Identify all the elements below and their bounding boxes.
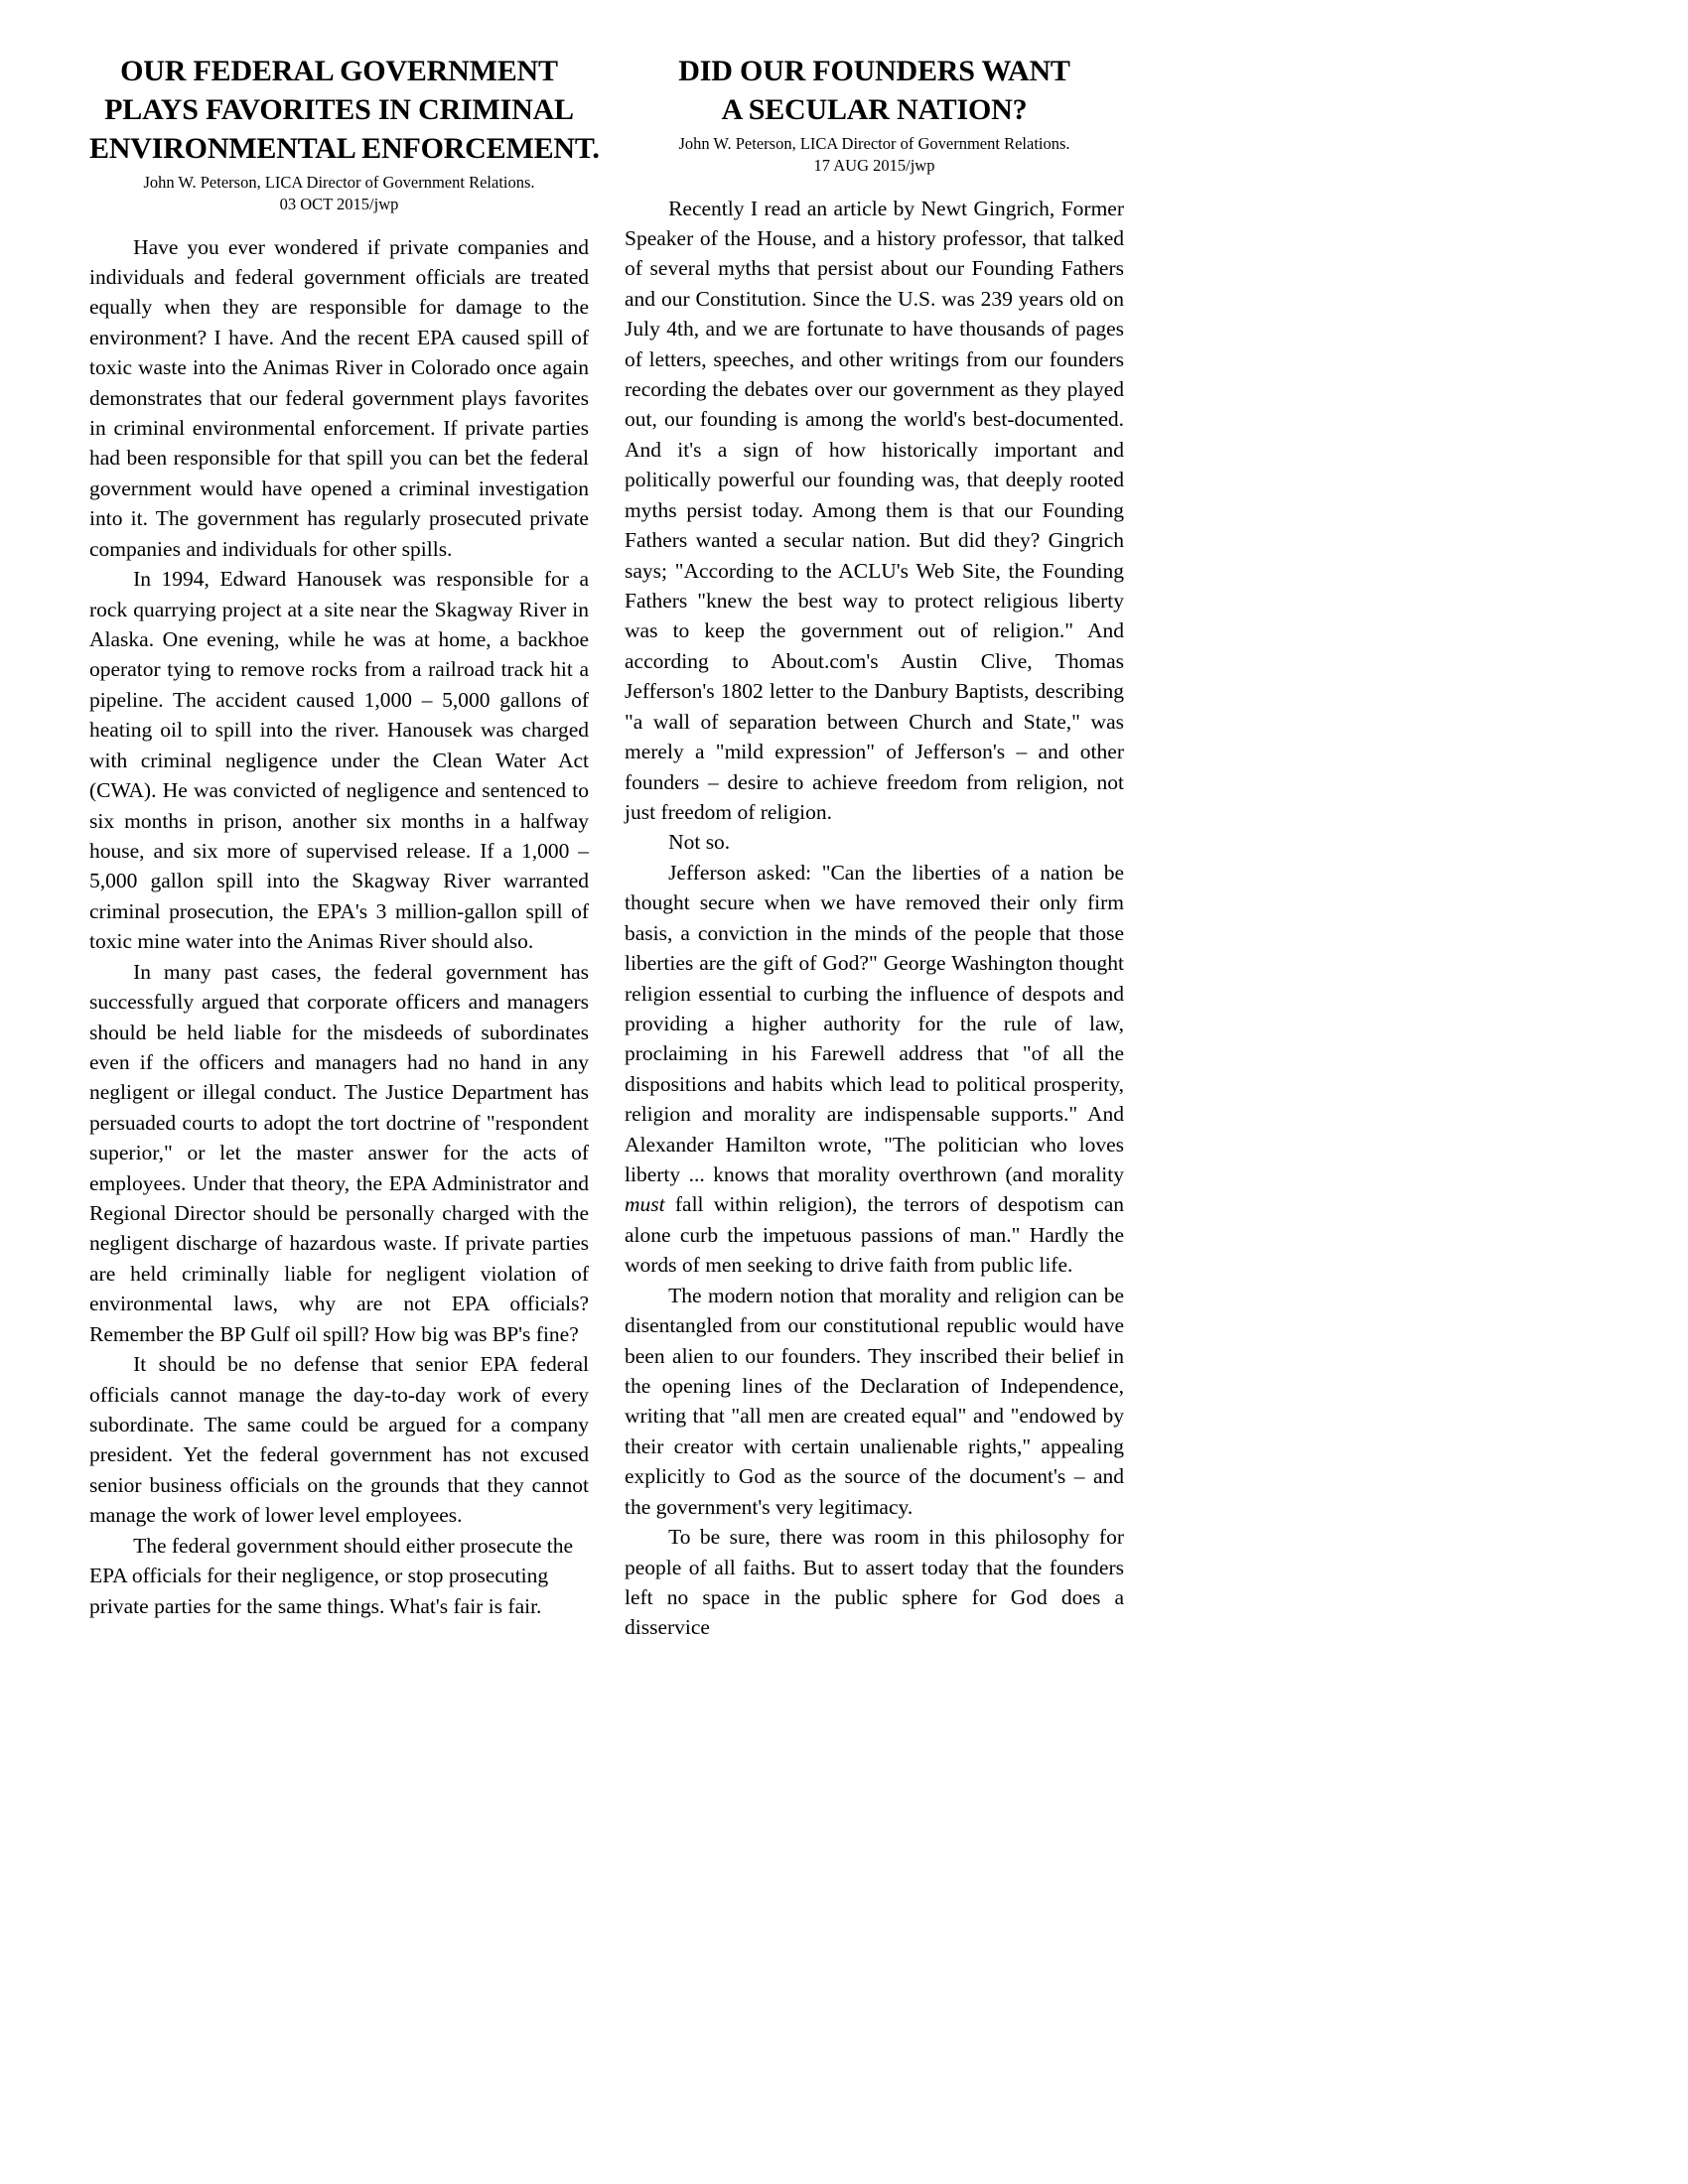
left-title-line-3: ENVIRONMENTAL ENFORCEMENT. (89, 132, 600, 165)
left-paragraph-1: Have you ever wondered if private companies and individuals and federal government officials are treated equally when they are responsible for damage to the environment? I have. And the recent EPA caused spill of toxic waste into the Animas River in Colorado once again demonstrates that our federal government plays favorites in criminal environmental enforcement. If private parties had been responsible for that spill you can bet the federal government would have opened a criminal investigation into it. The government has regularly prosecuted private companies and individuals for other spills. (89, 234, 589, 561)
left-paragraph-4: It should be no defense that senior EPA federal officials cannot manage the day-to-day work of every subordinate. The same could be argued for a company president. Yet the federal government has not excused senior business officials on the grounds that they cannot manage the work of lower level employees. (89, 1352, 589, 1528)
right-paragraph-2: Not so. (668, 830, 731, 855)
left-article-column (52, 52, 600, 1621)
left-article-body (89, 232, 589, 1621)
right-paragraph-4: The modern notion that morality and religion can be disentangled from our constitutional republic would have been alien to our founders. They inscribed their belief in the opening lines of the Declaration of Independence, writing that "all men are created equal" and "endowed by their creator with certain unalienable rights," appealing explicitly to God as the source of the document's – and the government's very legitimacy. (625, 1283, 1124, 1519)
right-title-line-1: DID OUR FOUNDERS WANT (678, 55, 1070, 87)
right-byline-date: 17 AUG 2015/jwp (813, 156, 935, 176)
right-paragraph-3-emphasis: must (625, 1192, 665, 1217)
right-article-body (625, 194, 1124, 1643)
left-title-line-2: PLAYS FAVORITES IN CRIMINAL (104, 93, 574, 126)
left-paragraph-5: The federal government should either prosecute the EPA officials for their negligence, or stop prosecuting private parties for the same things. What's fair is fair. (89, 1533, 574, 1618)
left-paragraph-3: In many past cases, the federal government has successfully argued that corporate officers and managers should be held liable for the misdeeds of subordinates even if the officers and managers had no hand in any negligent or illegal conduct. The Justice Department has persuaded courts to adopt the tort doctrine of "respondent superior," or let the master answer for the acts of employees. Under that theory, the EPA Administrator and Regional Director should be personally charged with the negligent discharge of hazardous waste. If private parties are held criminally liable for negligent violation of environmental laws, why are not EPA officials? Remember the BP Gulf oil spill? How big was BP's fine? (89, 959, 589, 1346)
left-byline-date: 03 OCT 2015/jwp (279, 195, 399, 214)
right-paragraph-3 (625, 858, 1124, 1281)
left-article-byline (89, 172, 589, 216)
right-byline-author: John W. Peterson, LICA Director of Government Relations. (678, 134, 1070, 153)
right-paragraph-3-part-1: Jefferson asked: "Can the liberties of a nation be thought secure when we have removed their only firm basis, a conviction in the minds of the people that those liberties are the gift of God?" George Washington thought religion essential to curbing the influence of despots and providing a higher authority for the rule of law, proclaiming in his Farewell address that "of all the dispositions and habits which lead to political prosperity, religion and morality are indispensable supports." And Alexander Hamilton wrote, "The politician who loves liberty ... knows that morality overthrown (and morality (625, 860, 1124, 1187)
left-title-line-1: OUR FEDERAL GOVERNMENT (120, 55, 558, 87)
right-paragraph-3-part-2: fall within religion), the terrors of despotism can alone curb the impetuous passions of man." Hardly the words of men seeking to drive faith from public life. (625, 1192, 1124, 1278)
two-column-layout (52, 52, 1636, 1643)
left-article-title (89, 52, 600, 168)
right-article-byline (625, 133, 1124, 178)
left-byline-author: John W. Peterson, LICA Director of Government Relations. (143, 173, 535, 192)
left-paragraph-2: In 1994, Edward Hanousek was responsible for a rock quarrying project at a site near the Skagway River in Alaska. One evening, while he was at home, a backhoe operator tying to remove rocks from a railroad track hit a pipeline. The accident caused 1,000 – 5,000 gallons of heating oil to spill into the river. Hanousek was charged with criminal negligence under the Clean Water Act (CWA). He was convicted of negligence and sentenced to six months in prison, another six months in a halfway house, and six more of supervised release. If a 1,000 – 5,000 gallon spill into the Skagway River warranted criminal prosecution, the EPA's 3 million-gallon spill of toxic mine water into the Animas River should also. (89, 567, 589, 954)
right-article-title (625, 52, 1124, 129)
right-article-column (625, 52, 1124, 1643)
right-paragraph-5: To be sure, there was room in this philosophy for people of all faiths. But to assert today that the founders left no space in the public sphere for God does a disservice (625, 1525, 1124, 1640)
right-paragraph-1: Recently I read an article by Newt Gingrich, Former Speaker of the House, and a history professor, that talked of several myths that persist about our Founding Fathers and our Constitution. Since the U.S. was 239 years old on July 4th, and we are fortunate to have thousands of pages of letters, speeches, and other writings from our founders recording the debates over our government as they played out, our founding is among the world's best-documented. And it's a sign of how historically important and politically powerful our founding was, that deeply rooted myths persist today. Among them is that our Founding Fathers wanted a secular nation. But did they? Gingrich says; "According to the ACLU's Web Site, the Founding Fathers "knew the best way to protect religious liberty was to keep the government out of religion." And according to About.com's Austin Clive, Thomas Jefferson's 1802 letter to the Danbury Baptists, describing "a wall of separation between Church and State," was merely a "mild expression" of Jefferson's – and other founders – desire to achieve freedom from religion, not just freedom of religion. (625, 196, 1124, 824)
right-title-line-2: A SECULAR NATION? (721, 93, 1028, 126)
